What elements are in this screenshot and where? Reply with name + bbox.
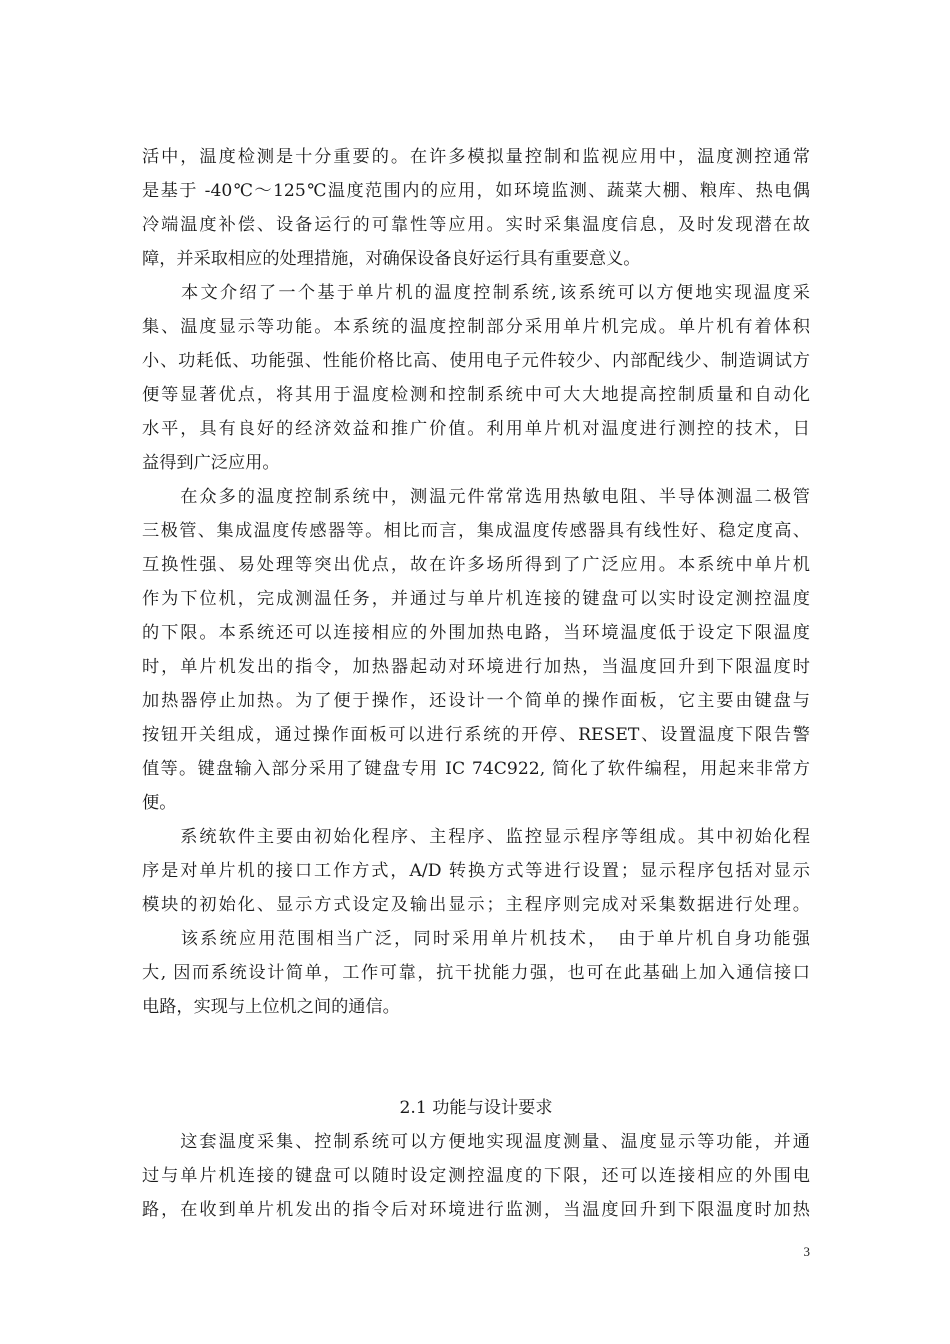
body-line: 按钮开关组成，通过操作面板可以进行系统的开停、RESET、设置温度下限告警 (142, 725, 810, 745)
body-line: 在众多的温度控制系统中，测温元件常常选用热敏电阻、半导体测温二极管 (142, 487, 810, 507)
body-line: 本文介绍了一个基于单片机的温度控制系统,该系统可以方便地实现温度采 (142, 283, 810, 303)
body-line: 互换性强、易处理等突出优点，故在许多场所得到了广泛应用。本系统中单片机 (142, 555, 810, 575)
body-line: 是基于 -40℃～125℃温度范围内的应用，如环境监测、蔬菜大棚、粮库、热电偶 (142, 181, 810, 201)
body-line: 集、温度显示等功能。本系统的温度控制部分采用单片机完成。单片机有着体积 (142, 317, 810, 337)
body-line: 作为下位机，完成测温任务，并通过与单片机连接的键盘可以实时设定测控温度 (142, 589, 810, 609)
body-line: 大, 因而系统设计简单，工作可靠，抗干扰能力强，也可在此基础上加入通信接口 (142, 963, 810, 983)
body-line: 三极管、集成温度传感器等。相比而言，集成温度传感器具有线性好、稳定度高、 (142, 521, 810, 541)
section-line: 路，在收到单片机发出的指令后对环境进行监测，当温度回升到下限温度时加热 (142, 1200, 810, 1220)
section-heading: 2.1 功能与设计要求 (399, 1098, 553, 1118)
section-line: 过与单片机连接的键盘可以随时设定测控温度的下限，还可以连接相应的外围电 (142, 1166, 810, 1186)
body-line: 系统软件主要由初始化程序、主程序、监控显示程序等组成。其中初始化程 (142, 827, 810, 847)
body-line: 序是对单片机的接口工作方式，A/D 转换方式等进行设置；显示程序包括对显示 (142, 861, 810, 881)
body-line: 水平，具有良好的经济效益和推广价值。利用单片机对温度进行测控的技术，日 (142, 419, 810, 439)
section-line: 这套温度采集、控制系统可以方便地实现温度测量、温度显示等功能，并通 (142, 1132, 810, 1152)
body-line: 冷端温度补偿、设备运行的可靠性等应用。实时采集温度信息，及时发现潜在故 (142, 215, 810, 235)
body-line: 便。 (142, 793, 177, 813)
body-line: 电路，实现与上位机之间的通信。 (142, 997, 400, 1017)
body-line: 模块的初始化、显示方式设定及输出显示；主程序则完成对采集数据进行处理。 (142, 895, 810, 915)
page-number: 3 (803, 1244, 810, 1259)
body-line: 小、功耗低、功能强、性能价格比高、使用电子元件较少、内部配线少、制造调试方 (142, 351, 810, 371)
body-line: 加热器停止加热。为了便于操作，还设计一个简单的操作面板，它主要由键盘与 (142, 691, 810, 711)
body-line: 时，单片机发出的指令，加热器起动对环境进行加热，当温度回升到下限温度时 (142, 657, 810, 677)
body-line: 值等。键盘输入部分采用了键盘专用 IC 74C922, 简化了软件编程，用起来非常方 (142, 759, 810, 779)
body-line: 活中，温度检测是十分重要的。在许多模拟量控制和监视应用中，温度测控通常 (142, 147, 810, 167)
body-line: 益得到广泛应用。 (142, 453, 280, 473)
body-line: 障，并采取相应的处理措施，对确保设备良好运行具有重要意义。 (142, 249, 641, 269)
body-line: 便等显著优点，将其用于温度检测和控制系统中可大大地提高控制质量和自动化 (142, 385, 810, 405)
body-line: 的下限。本系统还可以连接相应的外围加热电路，当环境温度低于设定下限温度 (142, 623, 810, 643)
body-line: 该系统应用范围相当广泛，同时采用单片机技术， 由于单片机自身功能强 (142, 929, 810, 949)
